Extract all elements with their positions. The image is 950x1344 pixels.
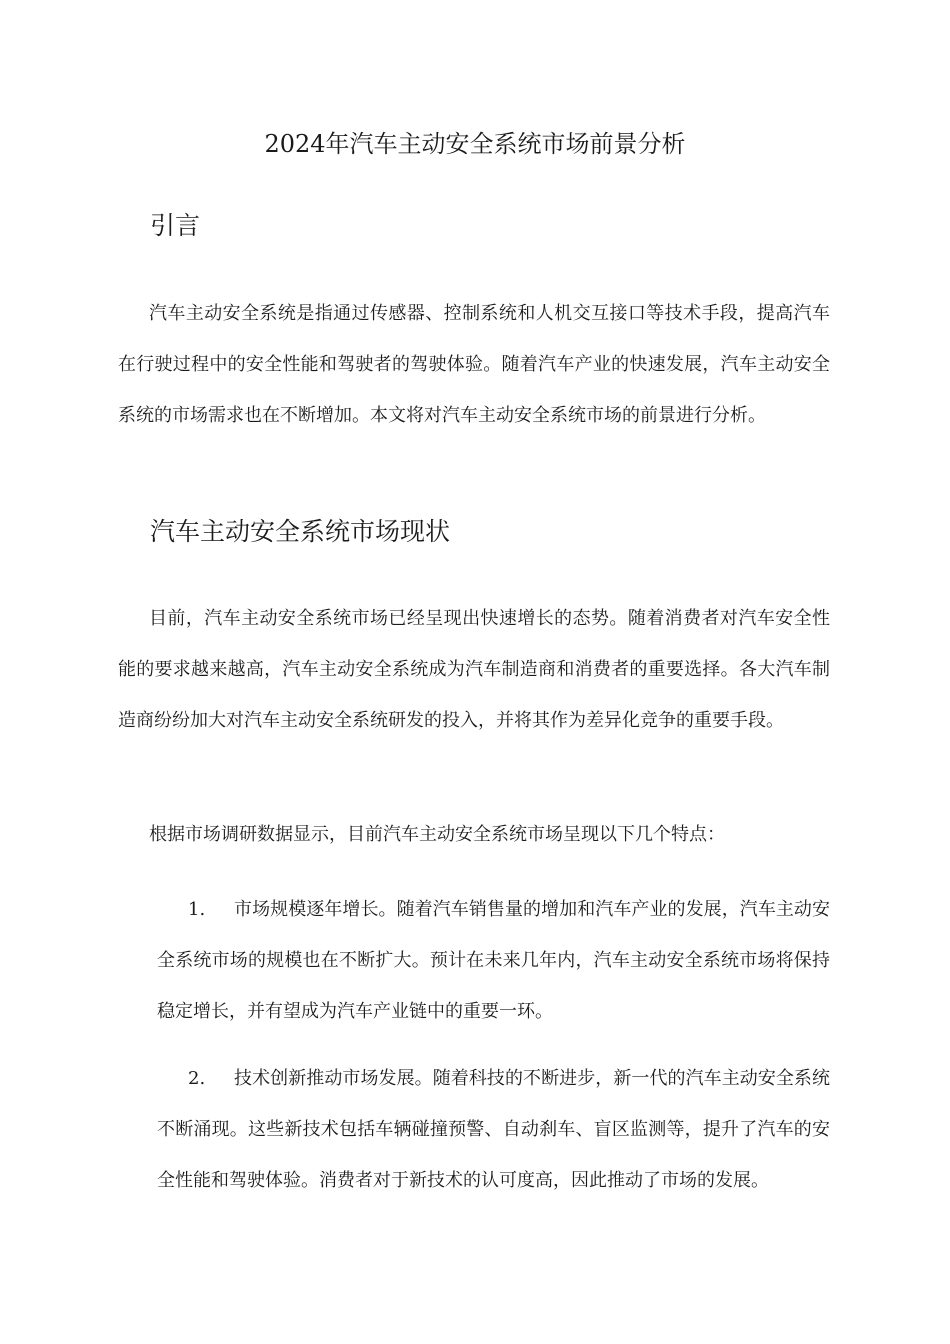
list-item-text: 市场规模逐年增长。随着汽车销售量的增加和汽车产业的发展，汽车主动安全系统市场的规模也在不断扩大。预计在未来几年内，汽车主动安全系统市场将保持稳定增长，并有望成为汽车产业链中的重要一环。 (157, 899, 830, 1022)
market-status-paragraph: 目前，汽车主动安全系统市场已经呈现出快速增长的态势。随着消费者对汽车安全性能的要求越来越高，汽车主动安全系统成为汽车制造商和消费者的重要选择。各大汽车制造商纷纷加大对汽车主动安全系统研发的投入，并将其作为差异化竞争的重要手段。 (118, 608, 830, 731)
document-title: 2024年汽车主动安全系统市场前景分析 (264, 130, 686, 158)
list-item-text: 技术创新推动市场发展。随着科技的不断进步，新一代的汽车主动安全系统不断涌现。这些新技术包括车辆碰撞预警、自动刹车、盲区监测等，提升了汽车的安全性能和驾驶体验。消费者对于新技术的认可度高，因此推动了市场的发展。 (157, 1068, 830, 1191)
list-item (157, 884, 830, 1037)
intro-paragraph: 汽车主动安全系统是指通过传感器、控制系统和人机交互接口等技术手段，提高汽车在行驶过程中的安全性能和驾驶者的驾驶体验。随着汽车产业的快速发展，汽车主动安全系统的市场需求也在不断增加。本文将对汽车主动安全系统市场的前景进行分析。 (118, 303, 830, 426)
section-heading-market-status: 汽车主动安全系统市场现状 (150, 517, 451, 546)
features-intro-paragraph: 根据市场调研数据显示，目前汽车主动安全系统市场呈现以下几个特点： (149, 824, 725, 845)
list-item (157, 1053, 830, 1206)
list-item-number: 1. (188, 899, 206, 920)
section-heading-introduction: 引言 (150, 211, 201, 240)
list-item-number: 2. (188, 1068, 206, 1089)
